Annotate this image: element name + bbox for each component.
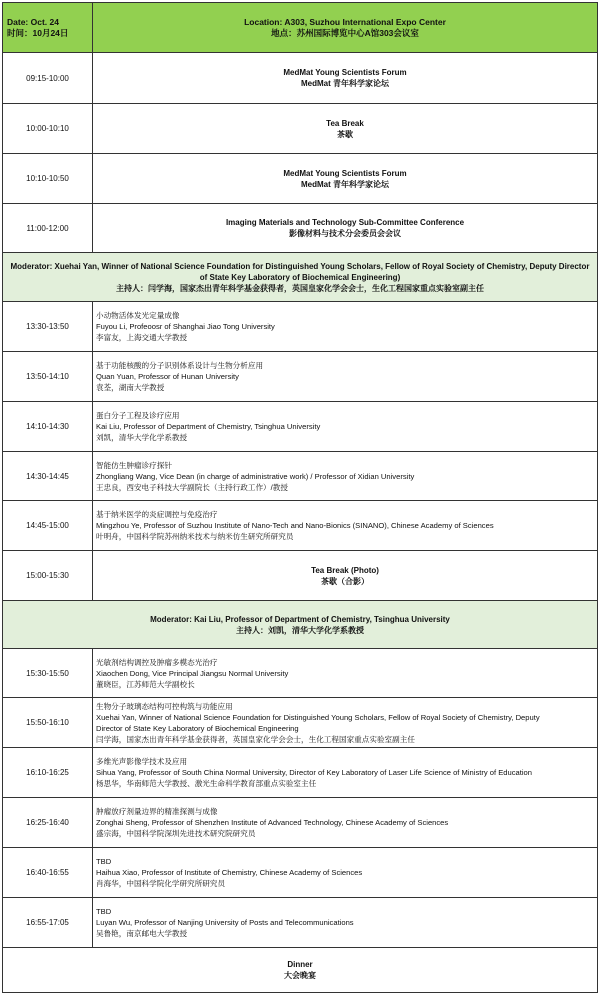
speaker-en: Kai Liu, Professor of Department of Chemistry, Tsinghua University	[96, 422, 321, 431]
speaker-zh: 杨思华，华南师范大学教授、激光生命科学教育部重点实验室主任	[96, 779, 317, 788]
talk-row	[3, 898, 598, 948]
session-title-zh: MedMat 青年科学家论坛	[301, 179, 389, 189]
tea-break-row	[3, 551, 598, 601]
talk-cell	[93, 452, 598, 501]
talk-cell	[93, 402, 598, 452]
speaker-zh: 王忠良，西安电子科技大学副院长（主持行政工作）/教授	[96, 482, 288, 492]
talk-title: TBD	[96, 907, 112, 916]
talk-title: TBD	[96, 857, 112, 866]
location-zh: 地点：苏州国际博览中心A馆303会议室	[271, 27, 419, 38]
session-row	[3, 204, 598, 253]
talk-time: 16:10-16:25	[3, 748, 93, 798]
talk-title: 生物分子玻璃态结构可控构筑与功能应用	[96, 701, 233, 711]
location-en: Location: A303, Suzhou International Expo Center	[244, 16, 446, 27]
header-row	[3, 3, 598, 53]
session-title-zh: MedMat 青年科学家论坛	[301, 79, 389, 88]
agenda-table	[2, 2, 598, 993]
session-row	[3, 104, 598, 154]
talk-time: 13:50-14:10	[3, 352, 93, 402]
talk-row	[3, 352, 598, 402]
dinner-row	[3, 948, 598, 993]
speaker-en: Xuehai Yan, Winner of National Science Foundation for Distinguished Young Scholars, Fellow of Royal Society of Chemistry, Deputy	[96, 712, 540, 722]
talk-cell	[93, 748, 598, 798]
session-time: 09:15-10:00	[3, 53, 93, 104]
session-title-zh: 影像材料与技术分会委员会会议	[289, 229, 401, 238]
session-time: 11:00-12:00	[3, 204, 93, 253]
talk-row	[3, 302, 598, 352]
speaker-en: Sihua Yang, Professor of South China Normal University, Director of Key Laboratory of Laser Life Science of Ministry of Education	[96, 768, 533, 777]
talk-row	[3, 452, 598, 501]
session-row	[3, 154, 598, 204]
moderator-zh: 主持人：闫学海，国家杰出青年科学基金获得者，英国皇家化学会会士，生化工程国家重点实验室副主任	[116, 283, 484, 293]
speaker-zh: 袁荃，湖南大学教授	[96, 383, 165, 392]
speaker-zh: 吴鲁艳，南京邮电大学教授	[96, 929, 188, 938]
speaker-zh: 肖海华，中国科学院化学研究所研究员	[96, 879, 226, 888]
date-zh: 时间：10月24日	[7, 27, 69, 38]
talk-time: 16:55-17:05	[3, 898, 93, 948]
moderator-en: Moderator: Kai Liu, Professor of Department of Chemistry, Tsinghua University	[150, 614, 450, 624]
session-title-en: MedMat Young Scientists Forum	[283, 68, 407, 77]
talk-time: 14:10-14:30	[3, 402, 93, 452]
date-en: Date: Oct. 24	[7, 16, 59, 27]
session-title-en: Tea Break	[326, 118, 364, 128]
moderator-en: Moderator: Xuehai Yan, Winner of National Science Foundation for Distinguished Young Scholars, Fellow of Royal Society of Chemistry, Deputy Director of State Key Laboratory of Biochemical Engineering)	[10, 261, 590, 282]
speaker-zh: 李富友，上海交通大学教授	[96, 333, 188, 342]
talk-row	[3, 698, 598, 748]
speaker-en-cont: Director of State Key Laboratory of Biochemical Engineering	[96, 723, 299, 733]
talk-row	[3, 402, 598, 452]
talk-time: 14:30-14:45	[3, 452, 93, 501]
talk-cell	[93, 649, 598, 698]
tea-break-zh: 茶歇（合影）	[321, 576, 369, 586]
moderator-cell	[3, 601, 598, 649]
location-cell	[93, 3, 598, 53]
session-title-cell	[93, 53, 598, 104]
talk-cell	[93, 501, 598, 551]
moderator-row	[3, 253, 598, 302]
talk-title: 光敏剂结构调控及肿瘤多模态光治疗	[96, 657, 218, 667]
tea-break-en: Tea Break (Photo)	[311, 565, 379, 575]
speaker-en: Luyan Wu, Professor of Nanjing University of Posts and Telecommunications	[96, 918, 354, 927]
moderator-cell	[3, 253, 598, 302]
talk-row	[3, 798, 598, 848]
talk-title: 多维光声影像学技术及应用	[96, 757, 188, 766]
talk-row	[3, 649, 598, 698]
talk-row	[3, 501, 598, 551]
date-cell	[3, 3, 93, 53]
talk-title: 蛋白分子工程及诊疗应用	[96, 411, 180, 420]
talk-title: 智能仿生肿瘤诊疗探针	[96, 460, 172, 470]
talk-time: 15:50-16:10	[3, 698, 93, 748]
dinner-zh: 大会晚宴	[284, 971, 316, 980]
moderator-zh: 主持人：刘凯，清华大学化学系教授	[236, 625, 364, 635]
speaker-zh: 刘凯，清华大学化学系教授	[96, 433, 188, 442]
talk-time: 16:25-16:40	[3, 798, 93, 848]
speaker-en: Quan Yuan, Professor of Hunan University	[96, 372, 239, 381]
session-time: 10:00-10:10	[3, 104, 93, 154]
speaker-en: Zonghai Sheng, Professor of Shenzhen Institute of Advanced Technology, Chinese Academy of Sciences	[96, 818, 449, 827]
talk-time: 15:30-15:50	[3, 649, 93, 698]
talk-cell	[93, 798, 598, 848]
talk-row	[3, 748, 598, 798]
talk-cell	[93, 848, 598, 898]
talk-cell	[93, 898, 598, 948]
speaker-en: Haihua Xiao, Professor of Institute of Chemistry, Chinese Academy of Sciences	[96, 868, 363, 877]
talk-row	[3, 848, 598, 898]
moderator-row	[3, 601, 598, 649]
speaker-zh: 叶明舟，中国科学院苏州纳米技术与纳米仿生研究所研究员	[96, 532, 294, 541]
talk-time: 13:30-13:50	[3, 302, 93, 352]
speaker-zh: 盛宗海，中国科学院深圳先进技术研究院研究员	[96, 829, 256, 838]
talk-title: 肿瘤放疗剂量边界的精准探测与成像	[96, 807, 218, 816]
speaker-en: Fuyou Li, Profeoosr of Shanghai Jiao Tong University	[96, 322, 275, 331]
session-title-zh: 茶歇	[337, 129, 353, 139]
session-time: 10:10-10:50	[3, 154, 93, 204]
speaker-en: Zhongliang Wang, Vice Dean (in charge of administrative work) / Professor of Xidian University	[96, 471, 415, 481]
agenda-table-wrapper	[2, 2, 598, 993]
speaker-en: Mingzhou Ye, Professor of Suzhou Institute of Nano-Tech and Nano-Bionics (SINANO), Chinese Academy of Sciences	[96, 521, 494, 530]
session-title-cell	[93, 104, 598, 154]
session-title-en: MedMat Young Scientists Forum	[283, 168, 407, 178]
talk-title: 基于纳米医学的炎症调控与免疫治疗	[96, 510, 218, 519]
talk-title: 小动物活体发光定量成像	[96, 311, 180, 320]
talk-time: 16:40-16:55	[3, 848, 93, 898]
tea-break-time: 15:00-15:30	[3, 551, 93, 601]
talk-title: 基于功能核酸的分子识别体系设计与生物分析应用	[96, 361, 264, 370]
session-row	[3, 53, 598, 104]
dinner-en: Dinner	[287, 960, 313, 969]
speaker-zh: 闫学海，国家杰出青年科学基金获得者，英国皇家化学会会士，生化工程国家重点实验室副主任	[96, 734, 415, 744]
talk-cell	[93, 698, 598, 748]
talk-cell	[93, 352, 598, 402]
tea-break-cell	[93, 551, 598, 601]
session-title-cell	[93, 204, 598, 253]
talk-cell	[93, 302, 598, 352]
speaker-zh: 董晓臣，江苏师范大学副校长	[96, 679, 195, 689]
session-title-cell	[93, 154, 598, 204]
speaker-en: Xiaochen Dong, Vice Principal Jiangsu Normal University	[96, 668, 289, 678]
dinner-cell	[3, 948, 598, 993]
talk-time: 14:45-15:00	[3, 501, 93, 551]
session-title-en: Imaging Materials and Technology Sub-Committee Conference	[225, 218, 465, 227]
